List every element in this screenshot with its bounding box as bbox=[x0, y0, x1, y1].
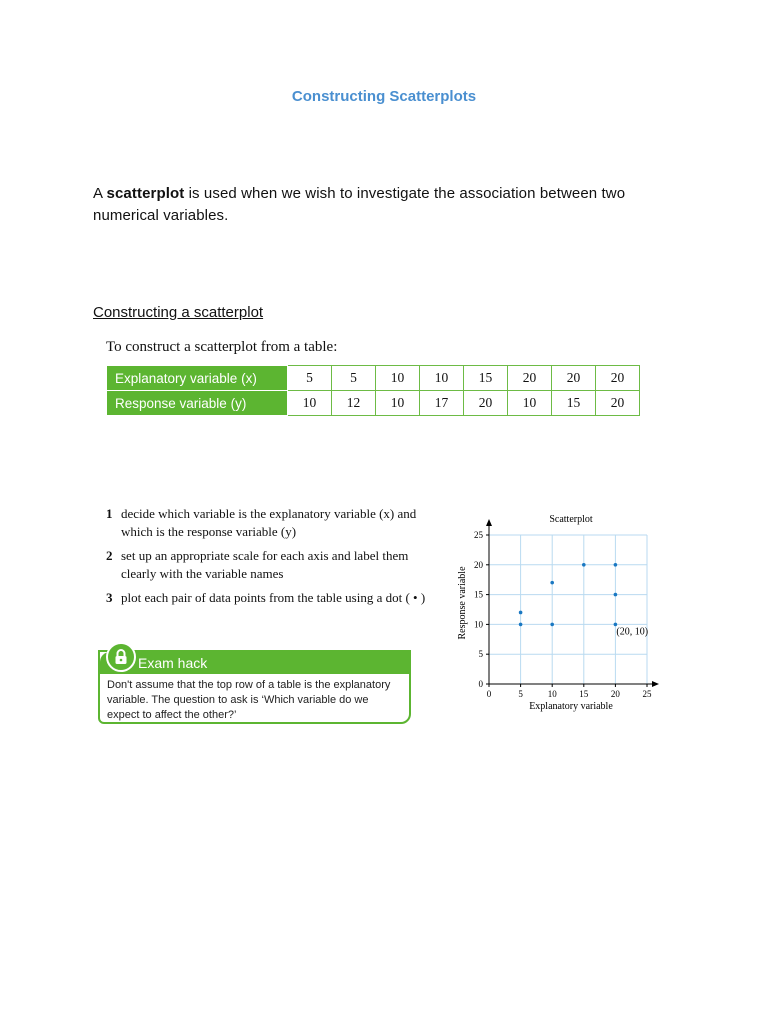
table-cell: 10 bbox=[420, 366, 464, 391]
exam-hack-title: Exam hack bbox=[100, 652, 409, 674]
row-header: Explanatory variable (x) bbox=[107, 366, 288, 391]
table-row bbox=[107, 391, 640, 416]
scatterplot-svg bbox=[452, 508, 662, 734]
table-cell: 20 bbox=[596, 366, 640, 391]
x-axis-label: Explanatory variable bbox=[529, 701, 613, 712]
x-tick-label: 0 bbox=[486, 689, 492, 699]
step-item bbox=[106, 589, 426, 607]
chart-ticks bbox=[474, 530, 652, 699]
step-number: 2 bbox=[106, 548, 113, 563]
table-cell: 10 bbox=[376, 366, 420, 391]
table-cell: 15 bbox=[464, 366, 508, 391]
y-axis-label: Response variable bbox=[457, 566, 468, 640]
intro-rest: is used when we wish to investigate the association between two numerical variables. bbox=[93, 185, 626, 224]
x-axis-arrow bbox=[652, 681, 659, 687]
step-list bbox=[106, 505, 426, 613]
step-text: plot each pair of data points from the table using a dot ( • ) bbox=[121, 590, 426, 605]
data-point bbox=[614, 563, 618, 567]
step-number: 3 bbox=[106, 590, 113, 605]
table-cell: 20 bbox=[596, 391, 640, 416]
data-table bbox=[106, 365, 640, 416]
step-item bbox=[106, 547, 426, 583]
table-cell: 5 bbox=[288, 366, 332, 391]
section-heading: Constructing a scatterplot bbox=[93, 304, 264, 321]
table-cell: 17 bbox=[420, 391, 464, 416]
lock-icon bbox=[106, 642, 136, 672]
point-annotation: (20, 10) bbox=[616, 626, 649, 638]
exam-hack-body: Don't assume that the top row of a table is the explanatory variable. The question to ask is ‘Which variable do we expect to affect the other?’ bbox=[107, 679, 391, 721]
table-cell: 20 bbox=[464, 391, 508, 416]
scatterplot bbox=[452, 508, 662, 734]
data-point bbox=[614, 593, 618, 597]
y-tick-label: 5 bbox=[478, 649, 483, 660]
exam-hack-box bbox=[98, 650, 411, 724]
x-tick-label: 5 bbox=[518, 689, 523, 699]
table-row bbox=[107, 366, 640, 391]
construct-intro: To construct a scatterplot from a table: bbox=[106, 339, 338, 355]
y-tick-label: 0 bbox=[478, 679, 483, 689]
y-tick-label: 20 bbox=[474, 559, 483, 570]
row-header: Response variable (y) bbox=[107, 391, 288, 416]
table-cell: 15 bbox=[552, 391, 596, 416]
step-text: set up an appropriate scale for each axis and label them clearly with the variable names bbox=[121, 548, 409, 581]
data-point bbox=[519, 623, 523, 627]
table-cell: 20 bbox=[508, 366, 552, 391]
data-point bbox=[550, 581, 554, 585]
table-cell: 10 bbox=[288, 391, 332, 416]
chart-axes bbox=[486, 519, 659, 687]
intro-prefix: A bbox=[93, 185, 107, 202]
table-cell: 20 bbox=[552, 366, 596, 391]
chart-title: Scatterplot bbox=[549, 514, 593, 525]
step-number: 1 bbox=[106, 506, 113, 521]
x-tick-label: 20 bbox=[610, 689, 620, 699]
x-tick-label: 25 bbox=[642, 689, 652, 699]
table-cell: 12 bbox=[332, 391, 376, 416]
table-cell: 10 bbox=[376, 391, 420, 416]
table-cell: 10 bbox=[508, 391, 552, 416]
step-text: decide which variable is the explanatory variable (x) and which is the response variable (y) bbox=[121, 506, 417, 539]
page-title: Constructing Scatterplots bbox=[291, 88, 477, 105]
x-tick-label: 15 bbox=[579, 689, 589, 699]
x-tick-label: 10 bbox=[547, 689, 557, 699]
chart-grid bbox=[489, 535, 647, 684]
step-item bbox=[106, 505, 426, 541]
data-point bbox=[582, 563, 586, 567]
y-tick-label: 15 bbox=[474, 589, 483, 600]
data-point bbox=[519, 611, 523, 615]
y-axis-arrow bbox=[486, 519, 492, 526]
y-tick-label: 25 bbox=[474, 530, 483, 540]
intro-paragraph bbox=[93, 183, 693, 227]
table-cell: 5 bbox=[332, 366, 376, 391]
data-point bbox=[550, 623, 554, 627]
y-tick-label: 10 bbox=[474, 619, 483, 630]
intro-term: scatterplot bbox=[106, 185, 185, 202]
